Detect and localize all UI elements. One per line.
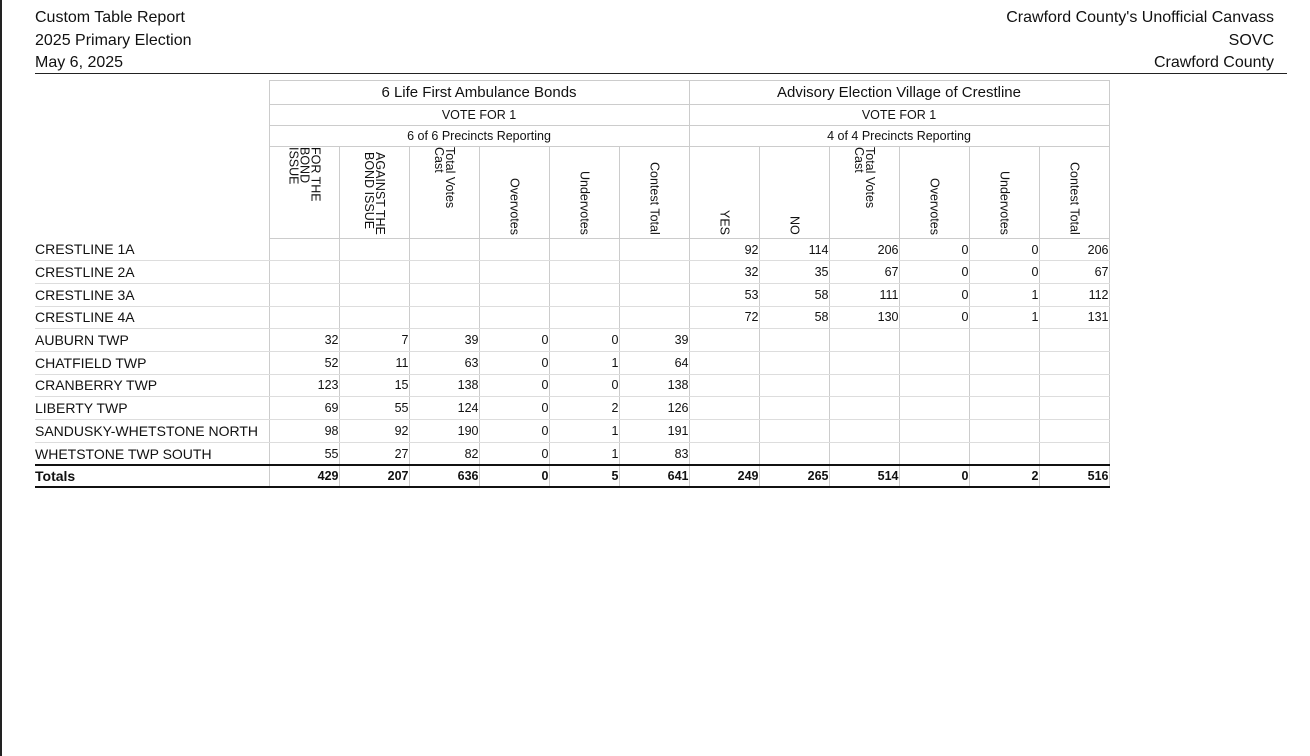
vote-count-cell: 429 bbox=[269, 465, 339, 487]
vote-count-cell bbox=[899, 351, 969, 374]
vote-count-cell: 55 bbox=[269, 442, 339, 465]
vote-count-cell bbox=[899, 397, 969, 420]
county-name: Crawford County bbox=[1153, 54, 1274, 71]
table-row bbox=[35, 442, 1109, 465]
precinct-name: CRESTLINE 2A bbox=[35, 261, 269, 284]
vote-count-cell: 0 bbox=[899, 239, 969, 261]
vote-count-cell: 39 bbox=[619, 329, 689, 352]
vote-for-label: VOTE FOR 1 bbox=[269, 105, 689, 126]
vote-count-cell bbox=[899, 329, 969, 352]
vote-count-cell: 63 bbox=[409, 351, 479, 374]
vote-count-cell: 0 bbox=[969, 239, 1039, 261]
vote-count-cell bbox=[899, 374, 969, 397]
precinct-name: CRESTLINE 4A bbox=[35, 306, 269, 329]
precincts-reporting: 4 of 4 Precincts Reporting bbox=[689, 126, 1109, 147]
vote-count-cell bbox=[759, 397, 829, 420]
vote-count-cell: 69 bbox=[269, 397, 339, 420]
vote-count-cell: 2 bbox=[969, 465, 1039, 487]
column-header bbox=[969, 147, 1039, 239]
column-header-label: Overvotes bbox=[507, 178, 522, 235]
vote-count-cell: 0 bbox=[479, 329, 549, 352]
column-header bbox=[689, 147, 759, 239]
column-header bbox=[479, 147, 549, 239]
vote-count-cell: 0 bbox=[479, 465, 549, 487]
vote-count-cell: 641 bbox=[619, 465, 689, 487]
vote-count-cell: 82 bbox=[409, 442, 479, 465]
column-header bbox=[899, 147, 969, 239]
vote-count-cell: 53 bbox=[689, 283, 759, 306]
contest-title: Advisory Election Village of Crestline bbox=[689, 81, 1109, 105]
vote-count-cell: 138 bbox=[619, 374, 689, 397]
vote-count-cell bbox=[829, 351, 899, 374]
vote-count-cell: 0 bbox=[899, 306, 969, 329]
vote-count-cell bbox=[479, 261, 549, 284]
column-header bbox=[339, 147, 409, 239]
precinct-name: WHETSTONE TWP SOUTH bbox=[35, 442, 269, 465]
vote-count-cell: 0 bbox=[479, 374, 549, 397]
vote-count-cell: 123 bbox=[269, 374, 339, 397]
vote-count-cell bbox=[689, 397, 759, 420]
vote-count-cell: 0 bbox=[549, 374, 619, 397]
vote-count-cell bbox=[1039, 442, 1109, 465]
vote-count-cell: 206 bbox=[829, 239, 899, 261]
vote-count-cell bbox=[969, 374, 1039, 397]
vote-count-cell: 138 bbox=[409, 374, 479, 397]
vote-count-cell bbox=[269, 283, 339, 306]
vote-count-cell bbox=[549, 283, 619, 306]
vote-count-cell bbox=[829, 397, 899, 420]
table-row bbox=[35, 239, 1109, 261]
vote-count-cell bbox=[689, 420, 759, 443]
vote-count-cell bbox=[1039, 351, 1109, 374]
column-header-label: Contest Total bbox=[1067, 162, 1082, 235]
column-header-label: AGAINST THE BOND ISSUE bbox=[362, 152, 387, 235]
vote-count-cell: 124 bbox=[409, 397, 479, 420]
report-type: SOVC bbox=[1228, 31, 1274, 49]
results-table bbox=[35, 80, 1110, 488]
vote-count-cell: 11 bbox=[339, 351, 409, 374]
vote-count-cell: 58 bbox=[759, 306, 829, 329]
vote-count-cell: 1 bbox=[549, 351, 619, 374]
vote-count-cell: 111 bbox=[829, 283, 899, 306]
vote-count-cell bbox=[339, 239, 409, 261]
vote-count-cell bbox=[759, 374, 829, 397]
totals-row bbox=[35, 465, 1109, 487]
column-header bbox=[1039, 147, 1109, 239]
column-header bbox=[759, 147, 829, 239]
vote-count-cell bbox=[619, 239, 689, 261]
vote-count-cell: 55 bbox=[339, 397, 409, 420]
column-header bbox=[269, 147, 339, 239]
vote-count-cell bbox=[689, 374, 759, 397]
vote-count-cell: 130 bbox=[829, 306, 899, 329]
vote-count-cell: 265 bbox=[759, 465, 829, 487]
table-row bbox=[35, 329, 1109, 352]
election-date: May 6, 2025 bbox=[35, 54, 124, 71]
vote-count-cell bbox=[969, 442, 1039, 465]
vote-count-cell bbox=[269, 239, 339, 261]
vote-count-cell bbox=[689, 351, 759, 374]
column-header-label: Overvotes bbox=[927, 178, 942, 235]
vote-count-cell bbox=[969, 329, 1039, 352]
vote-count-cell bbox=[339, 261, 409, 284]
vote-count-cell: 0 bbox=[899, 261, 969, 284]
vote-count-cell bbox=[479, 306, 549, 329]
vote-count-cell: 27 bbox=[339, 442, 409, 465]
vote-count-cell: 39 bbox=[409, 329, 479, 352]
column-header-label: NO bbox=[787, 216, 802, 235]
vote-count-cell bbox=[409, 261, 479, 284]
vote-count-cell: 32 bbox=[269, 329, 339, 352]
column-header-label: Undervotes bbox=[577, 171, 592, 235]
vote-count-cell: 0 bbox=[899, 283, 969, 306]
table-row bbox=[35, 420, 1109, 443]
vote-count-cell bbox=[969, 420, 1039, 443]
vote-count-cell: 98 bbox=[269, 420, 339, 443]
vote-count-cell: 636 bbox=[409, 465, 479, 487]
vote-count-cell: 72 bbox=[689, 306, 759, 329]
vote-count-cell bbox=[619, 261, 689, 284]
vote-count-cell: 92 bbox=[339, 420, 409, 443]
table-row bbox=[35, 261, 1109, 284]
precinct-name: LIBERTY TWP bbox=[35, 397, 269, 420]
column-header-label: Undervotes bbox=[997, 171, 1012, 235]
precinct-name: AUBURN TWP bbox=[35, 329, 269, 352]
vote-count-cell: 52 bbox=[269, 351, 339, 374]
vote-count-cell: 0 bbox=[899, 465, 969, 487]
vote-count-cell: 0 bbox=[479, 442, 549, 465]
vote-count-cell: 207 bbox=[339, 465, 409, 487]
vote-count-cell: 514 bbox=[829, 465, 899, 487]
vote-count-cell bbox=[549, 306, 619, 329]
report-header-left bbox=[35, 7, 192, 75]
precincts-reporting: 6 of 6 Precincts Reporting bbox=[269, 126, 689, 147]
vote-count-cell bbox=[549, 261, 619, 284]
vote-count-cell: 1 bbox=[969, 306, 1039, 329]
vote-count-cell bbox=[619, 306, 689, 329]
vote-count-cell: 15 bbox=[339, 374, 409, 397]
vote-count-cell: 191 bbox=[619, 420, 689, 443]
vote-count-cell: 64 bbox=[619, 351, 689, 374]
column-header bbox=[619, 147, 689, 239]
vote-count-cell bbox=[759, 420, 829, 443]
vote-count-cell bbox=[829, 442, 899, 465]
vote-count-cell bbox=[759, 351, 829, 374]
column-header bbox=[409, 147, 479, 239]
vote-count-cell: 516 bbox=[1039, 465, 1109, 487]
vote-count-cell bbox=[759, 442, 829, 465]
vote-count-cell: 0 bbox=[549, 329, 619, 352]
vote-count-cell: 126 bbox=[619, 397, 689, 420]
vote-count-cell: 0 bbox=[969, 261, 1039, 284]
vote-count-cell: 0 bbox=[479, 397, 549, 420]
vote-count-cell bbox=[1039, 374, 1109, 397]
vote-count-cell: 112 bbox=[1039, 283, 1109, 306]
vote-count-cell: 5 bbox=[549, 465, 619, 487]
column-header bbox=[829, 147, 899, 239]
vote-count-cell bbox=[829, 329, 899, 352]
header-divider bbox=[35, 73, 1287, 74]
vote-count-cell bbox=[899, 420, 969, 443]
vote-count-cell bbox=[759, 329, 829, 352]
precinct-name: CHATFIELD TWP bbox=[35, 351, 269, 374]
column-header-label: Total Votes Cast bbox=[432, 147, 457, 209]
precinct-name: SANDUSKY-WHETSTONE NORTH bbox=[35, 420, 269, 443]
vote-count-cell: 67 bbox=[829, 261, 899, 284]
report-header-right bbox=[1006, 7, 1274, 75]
vote-count-cell: 1 bbox=[549, 442, 619, 465]
table-row bbox=[35, 283, 1109, 306]
vote-count-cell: 92 bbox=[689, 239, 759, 261]
vote-count-cell bbox=[479, 239, 549, 261]
totals-label: Totals bbox=[35, 465, 269, 487]
vote-count-cell: 131 bbox=[1039, 306, 1109, 329]
vote-count-cell bbox=[269, 306, 339, 329]
vote-count-cell: 0 bbox=[479, 351, 549, 374]
precinct-name: CRESTLINE 3A bbox=[35, 283, 269, 306]
vote-count-cell bbox=[409, 306, 479, 329]
vote-count-cell bbox=[1039, 397, 1109, 420]
vote-count-cell bbox=[479, 283, 549, 306]
vote-count-cell: 32 bbox=[689, 261, 759, 284]
vote-count-cell: 114 bbox=[759, 239, 829, 261]
vote-count-cell bbox=[339, 283, 409, 306]
column-header-label: YES bbox=[717, 209, 732, 235]
vote-count-cell bbox=[829, 420, 899, 443]
table-row bbox=[35, 306, 1109, 329]
vote-count-cell: 206 bbox=[1039, 239, 1109, 261]
vote-count-cell: 190 bbox=[409, 420, 479, 443]
column-header bbox=[549, 147, 619, 239]
vote-count-cell bbox=[409, 283, 479, 306]
vote-count-cell bbox=[969, 351, 1039, 374]
column-header-label: Contest Total bbox=[647, 162, 662, 235]
vote-count-cell bbox=[409, 239, 479, 261]
vote-count-cell bbox=[1039, 329, 1109, 352]
precinct-name: CRESTLINE 1A bbox=[35, 239, 269, 261]
vote-count-cell: 83 bbox=[619, 442, 689, 465]
table-row bbox=[35, 351, 1109, 374]
table-row bbox=[35, 397, 1109, 420]
election-name: 2025 Primary Election bbox=[35, 31, 192, 49]
vote-count-cell bbox=[1039, 420, 1109, 443]
vote-count-cell bbox=[969, 397, 1039, 420]
vote-count-cell: 1 bbox=[969, 283, 1039, 306]
contest-title: 6 Life First Ambulance Bonds bbox=[269, 81, 689, 105]
vote-count-cell bbox=[619, 283, 689, 306]
report-title: Custom Table Report bbox=[35, 9, 185, 26]
column-header-label: FOR THE BOND ISSUE bbox=[286, 147, 323, 202]
vote-count-cell bbox=[689, 442, 759, 465]
vote-count-cell: 67 bbox=[1039, 261, 1109, 284]
vote-count-cell bbox=[269, 261, 339, 284]
table-row bbox=[35, 374, 1109, 397]
vote-count-cell: 0 bbox=[479, 420, 549, 443]
canvass-title: Crawford County's Unofficial Canvass bbox=[1006, 9, 1274, 26]
vote-count-cell bbox=[689, 329, 759, 352]
vote-count-cell: 2 bbox=[549, 397, 619, 420]
vote-count-cell: 35 bbox=[759, 261, 829, 284]
vote-count-cell: 1 bbox=[549, 420, 619, 443]
vote-count-cell: 249 bbox=[689, 465, 759, 487]
vote-count-cell: 7 bbox=[339, 329, 409, 352]
vote-count-cell bbox=[339, 306, 409, 329]
vote-for-label: VOTE FOR 1 bbox=[689, 105, 1109, 126]
vote-count-cell bbox=[899, 442, 969, 465]
vote-count-cell bbox=[549, 239, 619, 261]
column-header-label: Total Votes Cast bbox=[852, 147, 877, 209]
vote-count-cell bbox=[829, 374, 899, 397]
precinct-name: CRANBERRY TWP bbox=[35, 374, 269, 397]
vote-count-cell: 58 bbox=[759, 283, 829, 306]
